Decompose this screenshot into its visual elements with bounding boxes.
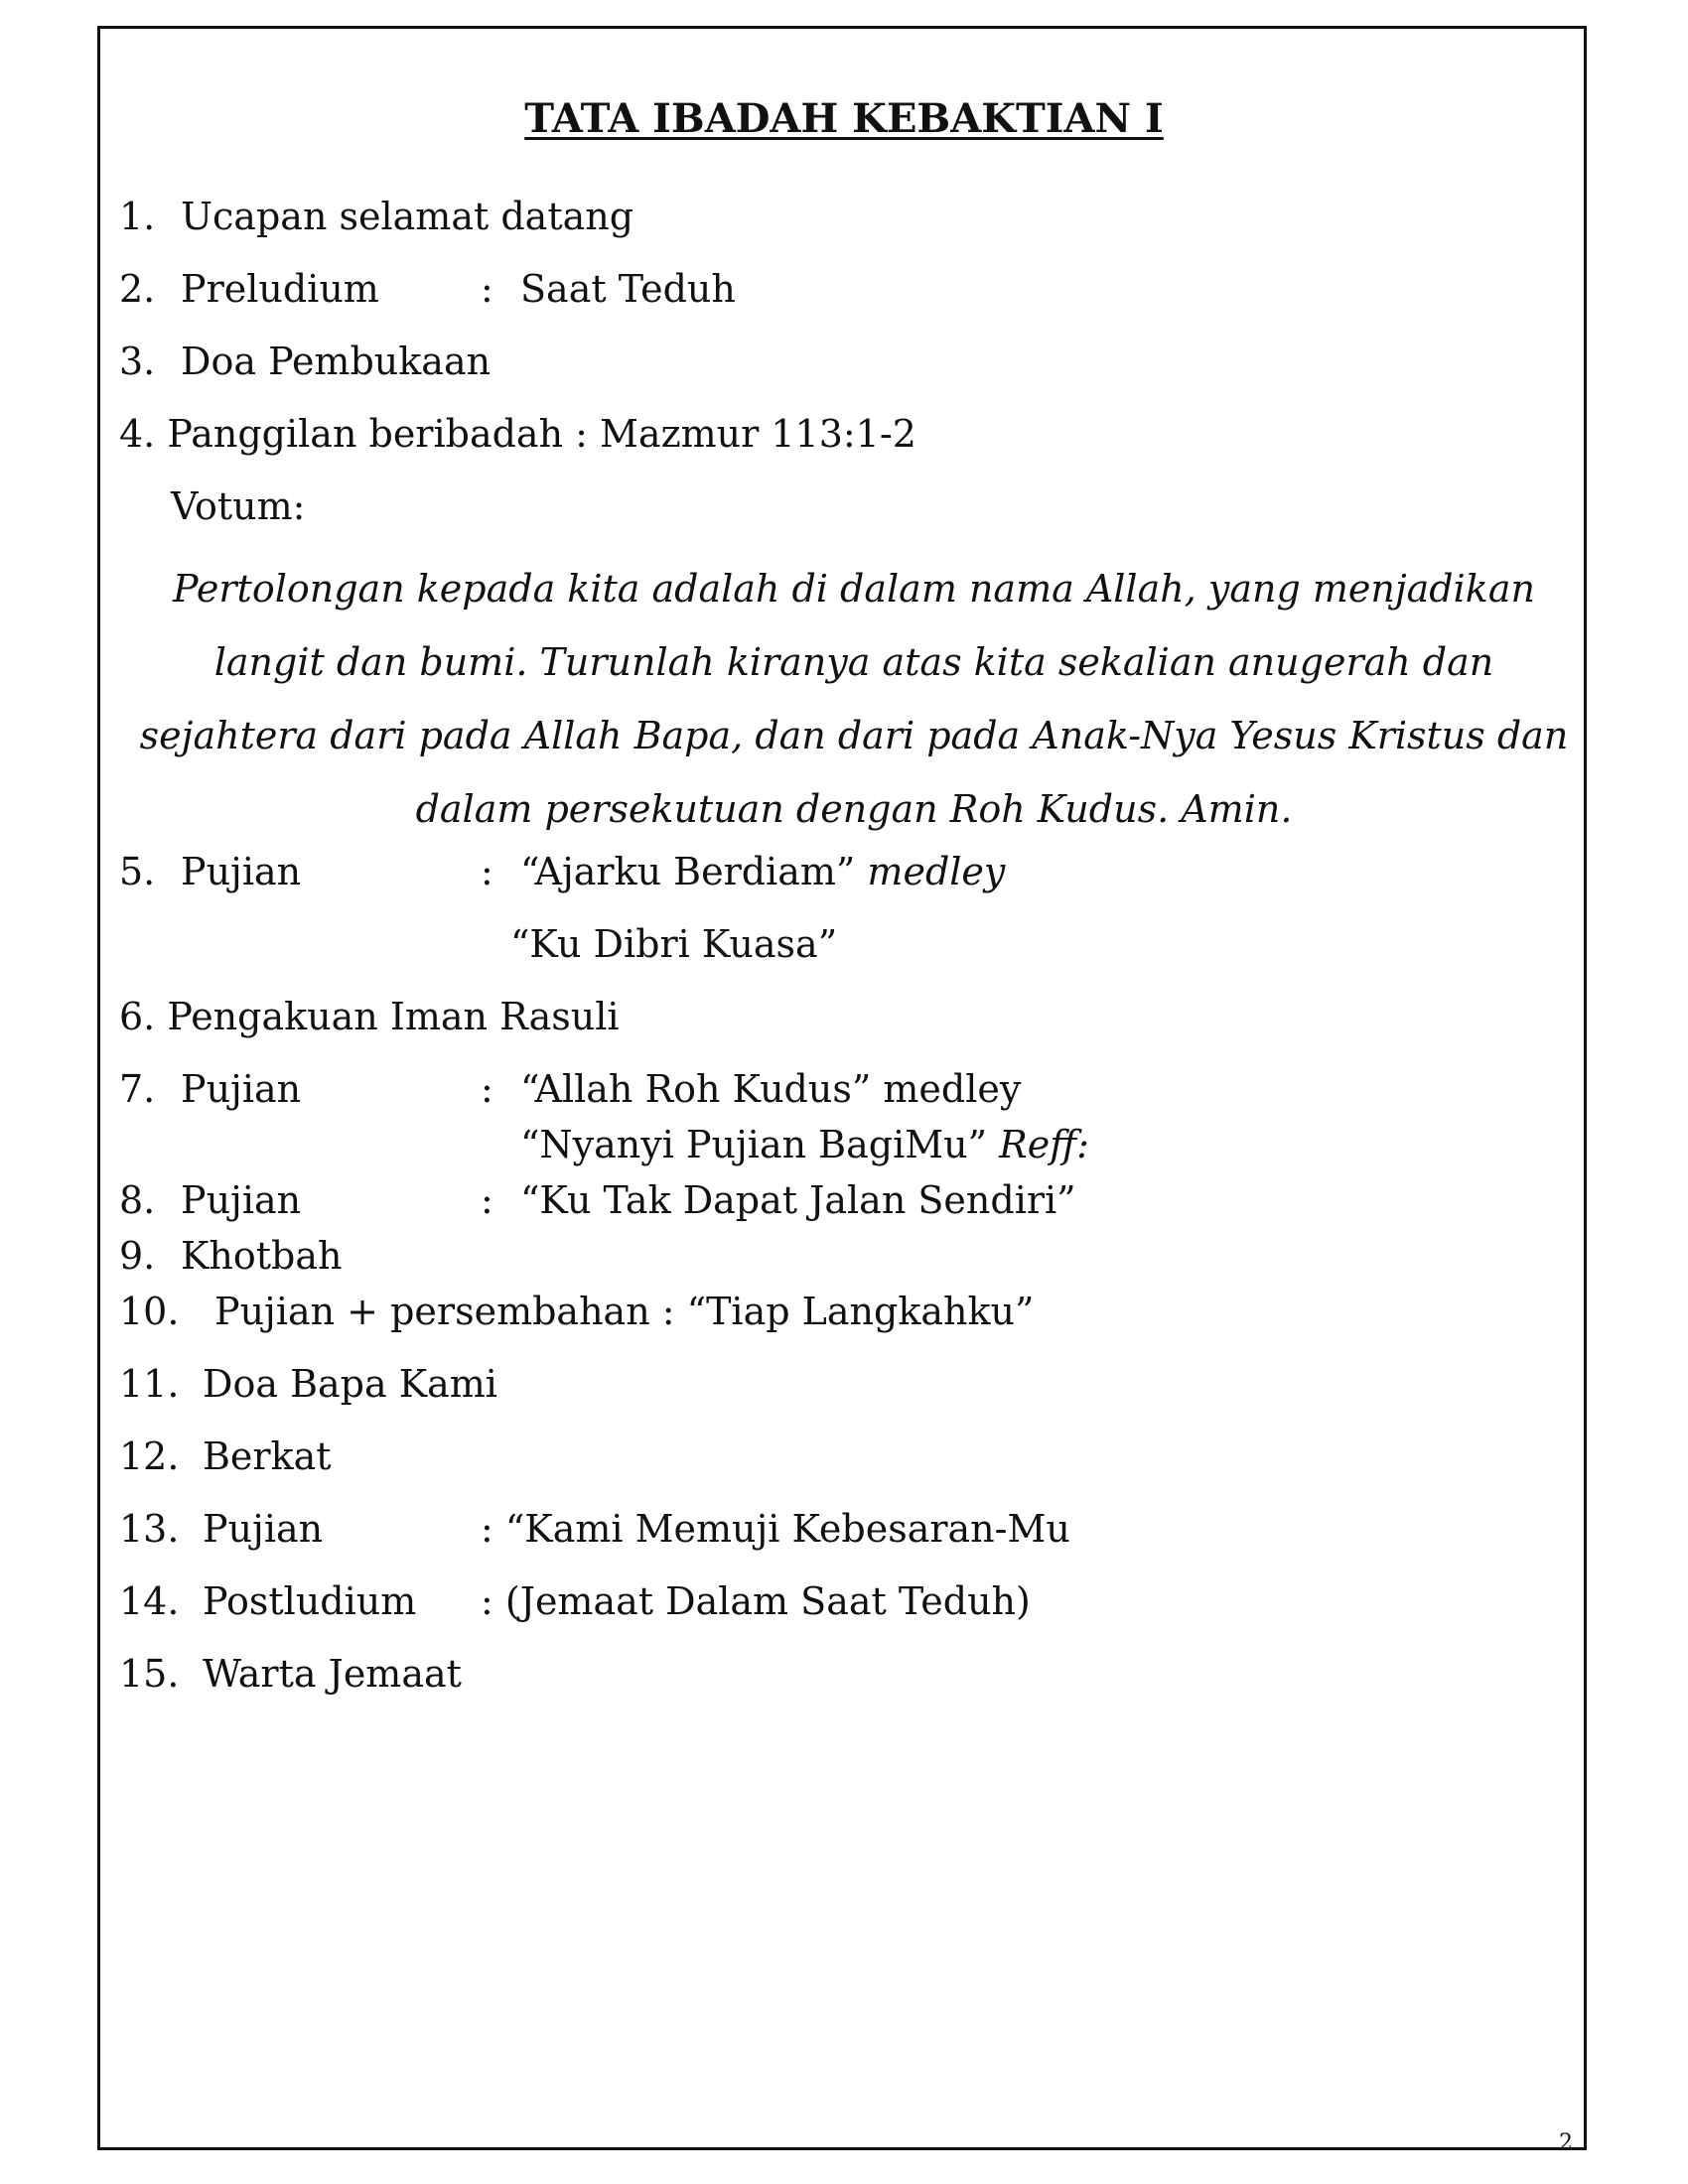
item-value <box>520 850 1005 895</box>
item-label: Postludium <box>203 1579 417 1623</box>
page-number: 2 <box>1559 2130 1573 2155</box>
item-label: Pujian <box>181 1067 302 1111</box>
item-value: Saat Teduh <box>520 267 736 311</box>
item-value: “Allah Roh Kudus” medley <box>520 1067 1022 1111</box>
item-label: Warta Jemaat <box>203 1652 462 1696</box>
item-number: 5. <box>119 850 156 893</box>
item-value: : (Jemaat Dalam Saat Teduh) <box>481 1579 1031 1623</box>
item-label: Pujian <box>181 850 302 893</box>
item-label: Pujian <box>203 1507 324 1551</box>
song-title: “Nyanyi Pujian BagiMu” <box>520 1123 988 1166</box>
votum-label: Votum: <box>171 484 306 528</box>
item-number: 2. <box>119 267 156 311</box>
item-value-2: “Ku Dibri Kuasa” <box>510 922 838 966</box>
item-number: 10. <box>119 1290 180 1333</box>
item-number: 15. <box>119 1652 180 1696</box>
song-note: medley <box>867 850 1006 893</box>
item-text: 4. Panggilan beribadah : Mazmur 113:1-2 <box>119 412 916 456</box>
item-number: 7. <box>119 1067 156 1111</box>
votum-text: Pertolongan kepada kita adalah di dalam nama Allah, yang menjadikan langit dan bumi. Turunlah kiranya atas kita sekalian anugerah dan sejahtera dari pada Allah Bapa, dan dari pada Anak-Nya Yesus Kristus dan dalam persekutuan dengan Roh Kudus. Amin. <box>139 567 1569 831</box>
item-label: Doa Pembukaan <box>181 340 492 383</box>
page-title: TATA IBADAH KEBAKTIAN I <box>524 95 1164 142</box>
item-separator: : <box>481 850 493 893</box>
item-separator: : <box>481 267 493 311</box>
item-number: 9. <box>119 1234 156 1278</box>
item-number: 1. <box>119 195 156 238</box>
item-separator: : <box>481 1067 493 1111</box>
item-number: 14. <box>119 1579 180 1623</box>
item-label: Preludium <box>181 267 379 311</box>
item-value: : “Kami Memuji Kebesaran-Mu <box>481 1507 1070 1551</box>
item-label: Khotbah <box>181 1234 343 1278</box>
item-label: Berkat <box>203 1434 332 1478</box>
item-number: 11. <box>119 1362 180 1406</box>
item-separator: : <box>481 1178 493 1222</box>
item-text: 6. Pengakuan Iman Rasuli <box>119 995 620 1038</box>
song-title: “Ajarku Berdiam” <box>520 850 856 893</box>
item-value: “Ku Tak Dapat Jalan Sendiri” <box>520 1178 1076 1222</box>
item-value-2 <box>520 1123 1089 1168</box>
item-label: Ucapan selamat datang <box>181 195 634 238</box>
item-number: 3. <box>119 340 156 383</box>
song-note: Reff: <box>999 1123 1089 1166</box>
item-label: Pujian + persembahan : “Tiap Langkahku” <box>214 1290 1035 1333</box>
item-label: Doa Bapa Kami <box>203 1362 497 1406</box>
item-number: 8. <box>119 1178 156 1222</box>
item-number: 13. <box>119 1507 180 1551</box>
item-number: 12. <box>119 1434 180 1478</box>
item-label: Pujian <box>181 1178 302 1222</box>
